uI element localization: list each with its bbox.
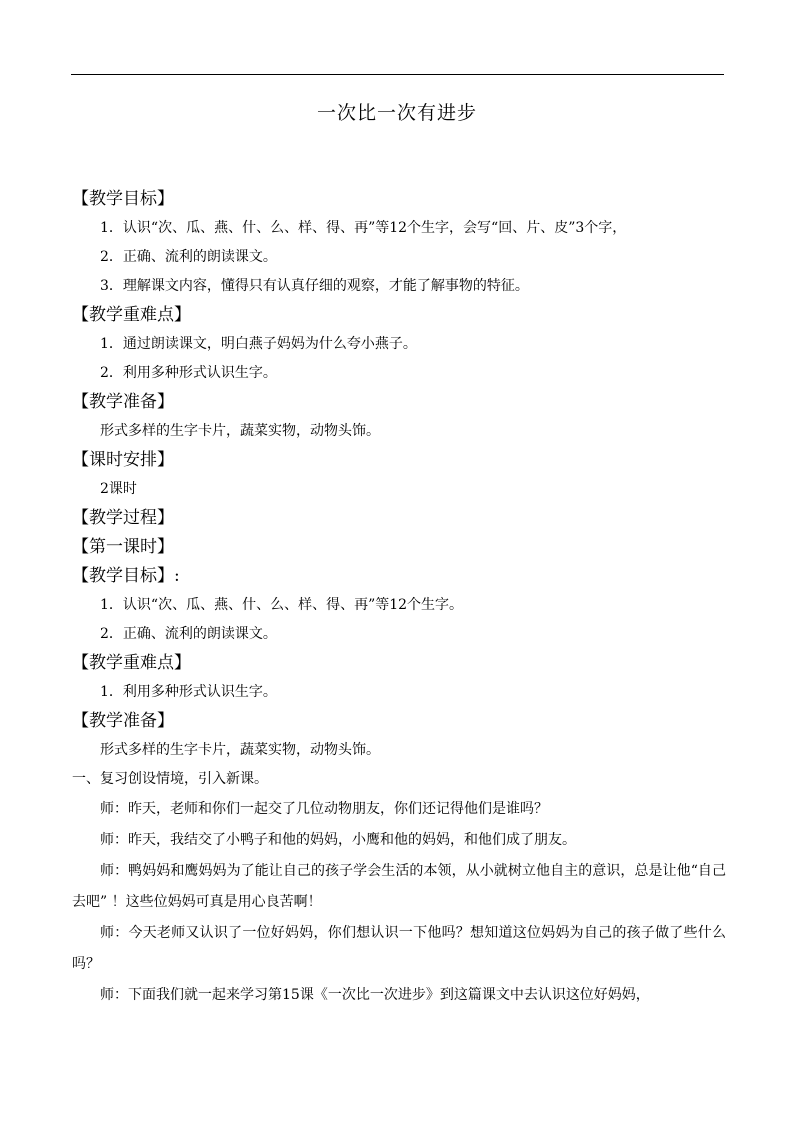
page-title: 一次比一次有进步 — [316, 102, 477, 124]
heading-first-lesson: 【第一课时】 — [72, 537, 174, 557]
list-item: 2课时 — [100, 481, 137, 497]
paragraph: 师：今天老师又认识了一位好妈妈，你们想认识一下他吗？想知道这位妈妈为自己的孩子做了些什么吗？ — [72, 925, 726, 972]
list-item: 形式多样的生字卡片，蔬菜实物，动物头饰。 — [100, 423, 380, 439]
heading-teaching-goals: 【教学目标】 — [72, 189, 174, 209]
list-item: 1．认识“次、瓜、燕、什、么、样、得、再”等12个生字。 — [100, 597, 464, 613]
heading-preparation-2: 【教学准备】 — [72, 711, 174, 731]
paragraph: 师：下面我们就一起来学习第15课《一次比一次进步》到这篇课文中去认识这位好妈妈， — [100, 987, 650, 1003]
paragraph: 师：鸭妈妈和鹰妈妈为了能让自己的孩子学会生活的本领，从小就树立他自主的意识，总是让他“自己去吧” ！这些位妈妈可真是用心良苦啊！ — [72, 863, 726, 910]
list-item: 1．通过朗读课文，明白燕子妈妈为什么夸小燕子。 — [100, 336, 417, 352]
heading-schedule: 【课时安排】 — [72, 450, 174, 470]
heading-key-points: 【教学重难点】 — [72, 305, 191, 325]
heading-process: 【教学过程】 — [72, 508, 174, 528]
list-item: 2．正确、流利的朗读课文。 — [100, 249, 277, 265]
heading-key-points-2: 【教学重难点】 — [72, 653, 191, 673]
section-heading: 一、复习创设情境，引入新课。 — [72, 771, 268, 787]
list-item: 形式多样的生字卡片，蔬菜实物，动物头饰。 — [100, 742, 380, 758]
heading-preparation: 【教学准备】 — [72, 392, 174, 412]
list-item: 2．正确、流利的朗读课文。 — [100, 626, 277, 642]
list-item: 3．理解课文内容，懂得只有认真仔细的观察，才能了解事物的特征。 — [100, 278, 529, 294]
list-item: 1．认识“次、瓜、燕、什、么、样、得、再”等12个生字，会写“回、片、皮”3个字， — [100, 220, 627, 236]
header-rule — [71, 74, 724, 75]
paragraph: 师：昨天，我结交了小鸭子和他的妈妈，小鹰和他的妈妈，和他们成了朋友。 — [100, 832, 576, 848]
document-body — [72, 185, 726, 1011]
list-item: 1．利用多种形式认识生字。 — [100, 684, 277, 700]
list-item: 2．利用多种形式认识生字。 — [100, 365, 277, 381]
heading-teaching-goals-2: 【教学目标】: — [72, 566, 180, 586]
paragraph: 师：昨天，老师和你们一起交了几位动物朋友，你们还记得他们是谁吗？ — [100, 801, 548, 817]
